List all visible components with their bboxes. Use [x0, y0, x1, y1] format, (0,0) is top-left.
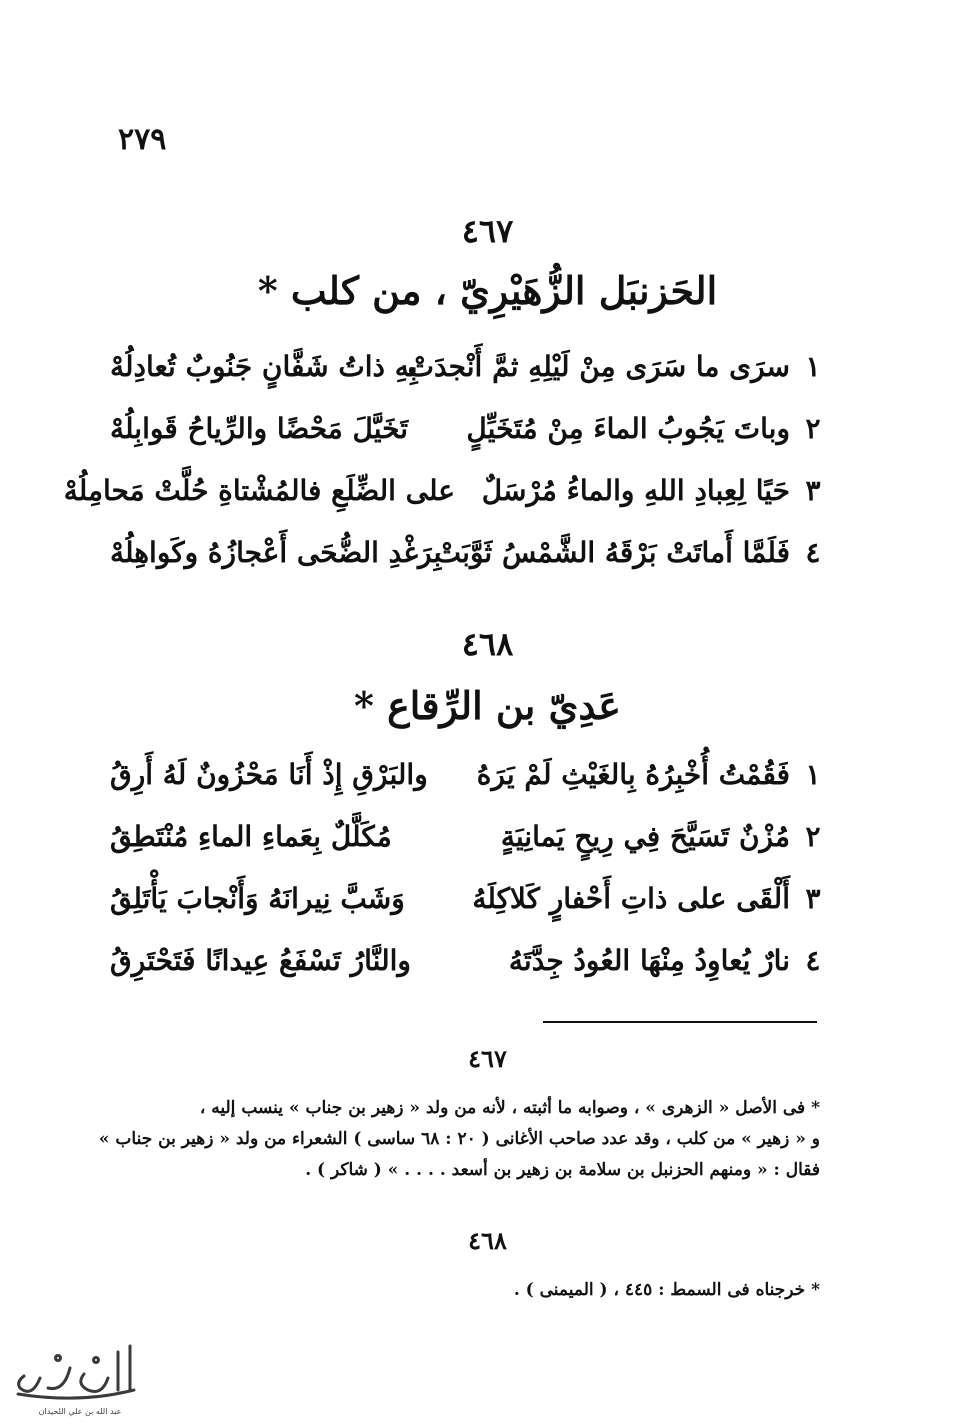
verse-second-hemistich: بِرَغْدِ الضُّحَى أَعْجازُهُ وكَواهِلُهْ — [110, 536, 442, 569]
verse-second-hemistich: والنَّارُ تَسْفَعُ عِيدانًا فَتَحْتَرِقُ — [110, 944, 411, 977]
footnote-line: * فى الأصل « الزهرى » ، وصوابه ما أثبته ، لأنه من ولد « زهير بن جناب » ينسب إليه ، — [199, 1098, 820, 1118]
verse-number: ١ — [805, 758, 821, 791]
verse-first-hemistich: فَقُمْتُ أُخْبِرُهُ بِالغَيْثِ لَمْ يَرَهُ — [476, 758, 790, 791]
footnote-number: ٤٦٨ — [468, 1226, 507, 1255]
poem-title: الحَزنبَل الزُّهَيْرِيّ ، من كلب * — [257, 268, 718, 313]
verse-row — [110, 412, 830, 474]
verse-second-hemistich: تَخَيَّلَ مَحْضًا والرِّياحُ قَوابِلُهْ — [110, 412, 409, 445]
verse-row — [110, 944, 830, 1006]
footnote-divider — [543, 1021, 817, 1023]
verse-second-hemistich: وَشَبَّ نِيرانَهُ وَأَنْجابَ يَأْتَلِقُ — [110, 882, 405, 915]
verse-first-hemistich: نارٌ يُعاوِدُ مِنْهَا العُودُ جِدَّتَهُ — [508, 944, 790, 977]
stamp-caption: عبد الله بن علي اللحيدان — [38, 1407, 122, 1416]
verse-number: ٣ — [805, 882, 821, 915]
verse-row — [110, 536, 830, 598]
verse-second-hemistich: مُكَلَّلٌ بِعَماءِ الماءِ مُنْتَطِقُ — [110, 820, 392, 853]
verse-number: ٣ — [805, 474, 821, 507]
verse-number: ٢ — [805, 820, 821, 853]
verse-first-hemistich: مُزْنٌ تَسَيَّحَ فِي رِيحٍ يَمانِيَةٍ — [500, 820, 790, 853]
verse-row — [63, 474, 830, 536]
verse-number: ٤ — [805, 944, 821, 977]
verse-first-hemistich: وباتَ يَجُوبُ الماءَ مِنْ مُتَخَيِّلٍ — [466, 412, 790, 445]
verse-number: ١ — [805, 350, 821, 383]
poem-verses — [63, 350, 830, 598]
verse-first-hemistich: فَلَمَّا أَماتَتْ بَرْقَهُ الشَّمْسُ ثَوَّبَتْ — [434, 536, 790, 569]
footnote-line: فقال : « ومنهم الحزنبل بن سلامة بن زهير بن أسعد . . . . » ( شاكر ) . — [305, 1160, 820, 1180]
verse-second-hemistich: بِهِ ذاتُ شَفَّانٍ جَنُوبٌ تُعادِلُهْ — [110, 350, 418, 383]
poem-verses — [110, 758, 830, 1006]
footnote-text — [118, 1275, 820, 1306]
verse-row — [110, 820, 830, 882]
footnote-line: و « زهير » من كلب ، وقد عدد صاحب الأغانى ( ٢٠ : ٦٨ ساسى ) الشعراء من ولد « زهير بن جناب » — [98, 1129, 820, 1149]
verse-first-hemistich: أَلْقَى على ذاتِ أَحْفارٍ كَلاكِلَهُ — [472, 882, 790, 915]
verse-row — [110, 882, 830, 944]
verse-row — [110, 758, 830, 820]
verse-first-hemistich: حَيًا لِعِبادِ اللهِ والماءُ مُرْسَلٌ — [481, 474, 790, 507]
verse-second-hemistich: والبَرْقِ إِذْ أَنَا مَحْزُونٌ لَهُ أَرِقُ — [110, 758, 428, 791]
verse-number: ٢ — [805, 412, 821, 445]
verse-number: ٤ — [805, 536, 821, 569]
poem-number: ٤٦٧ — [461, 212, 514, 250]
verse-row — [110, 350, 830, 412]
footnote-number: ٤٦٧ — [468, 1044, 507, 1073]
poem-number: ٤٦٨ — [461, 625, 514, 663]
verse-first-hemistich: سرَى ما سَرَى مِنْ لَيْلِهِ ثمَّ أَنْجدَتْ — [407, 350, 790, 383]
footnote-line: * خرجناه فى السمط : ٤٤٥ ، ( الميمنى ) . — [513, 1280, 820, 1300]
poem-title: عَدِيّ بن الرِّقاع * — [354, 683, 621, 728]
calligraphy-stamp-logo — [10, 1338, 145, 1418]
verse-second-hemistich: على الضِّلَعِ فالمُشْتاةِ حُلَّتْ مَحامِلُهْ — [63, 474, 455, 507]
page-number: ٢٧٩ — [118, 122, 167, 157]
footnote-text — [98, 1093, 820, 1186]
